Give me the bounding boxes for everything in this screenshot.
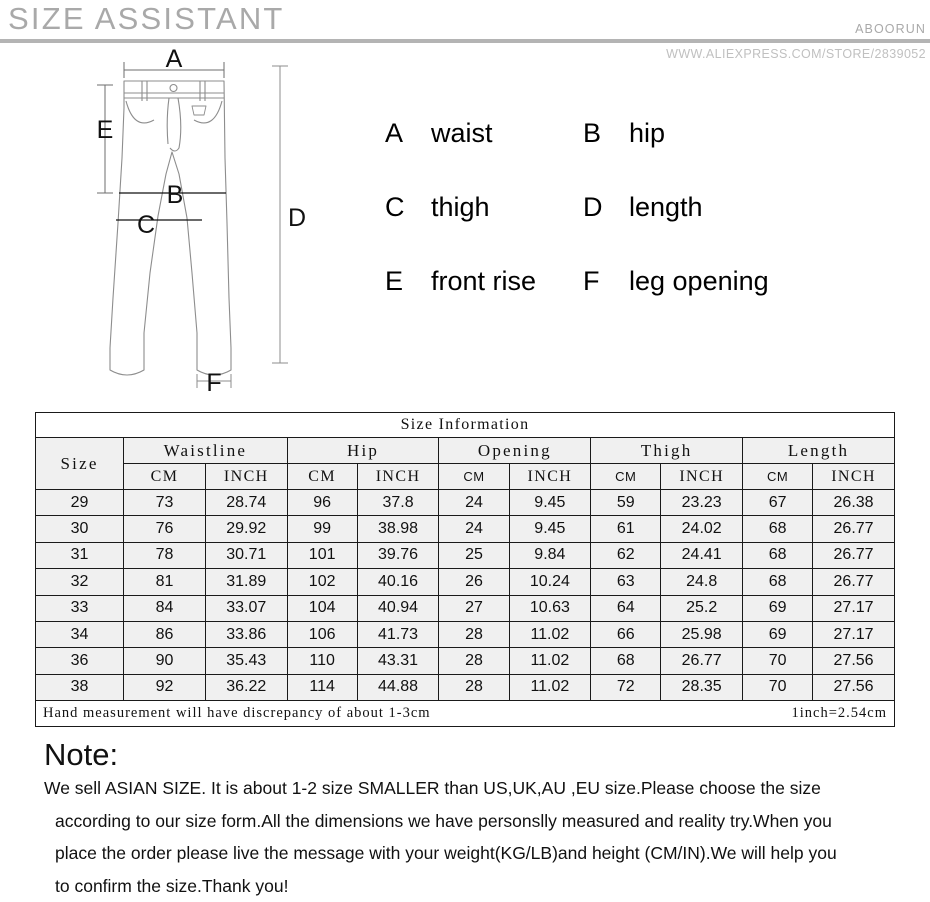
note-heading: Note: [44,738,904,772]
cell-length-inch: 27.17 [813,621,895,647]
legend-key: F [583,266,629,297]
svg-text:E: E [97,116,114,144]
legend-row [385,266,845,340]
cell-thigh-cm: 72 [591,674,661,700]
unit-header-length-cm: CM [743,464,813,490]
column-header-length: Length [743,438,895,464]
cell-waistline-inch: 30.71 [205,542,287,568]
cell-length-cm: 68 [743,542,813,568]
cell-hip-inch: 38.98 [357,516,439,542]
cell-hip-cm: 110 [287,648,357,674]
cell-waistline-cm: 76 [124,516,206,542]
table-footer [36,701,895,727]
cell-length-cm: 69 [743,595,813,621]
cell-waistline-inch: 33.86 [205,621,287,647]
table-row [36,648,895,674]
legend-row [385,118,845,192]
cell-waistline-inch: 35.43 [205,648,287,674]
cell-waistline-cm: 84 [124,595,206,621]
cell-hip-inch: 40.94 [357,595,439,621]
cell-waistline-cm: 78 [124,542,206,568]
column-header-size: Size [36,438,124,490]
cell-thigh-inch: 26.77 [661,648,743,674]
cell-opening-inch: 9.45 [509,490,591,516]
page-title: SIZE ASSISTANT [8,1,285,37]
header-divider [0,39,930,43]
cell-hip-cm: 106 [287,621,357,647]
cell-thigh-inch: 24.41 [661,542,743,568]
legend-item-leg-opening [583,266,769,297]
legend-key: B [583,118,629,149]
cell-opening-inch: 10.24 [509,569,591,595]
cell-waistline-cm: 90 [124,648,206,674]
legend-item-length [583,192,703,223]
cell-size: 33 [36,595,124,621]
table-footer-row [36,701,895,727]
svg-text:D: D [288,204,306,232]
cell-length-inch: 27.56 [813,674,895,700]
store-url: WWW.ALIEXPRESS.COM/STORE/2839052 [666,47,926,61]
legend-key: C [385,192,431,223]
svg-text:B: B [167,181,184,209]
cell-length-inch: 27.17 [813,595,895,621]
legend-label: front rise [431,266,536,297]
cell-length-cm: 68 [743,516,813,542]
svg-text:F: F [206,369,221,397]
table-body [36,490,895,701]
table-group-row [36,438,895,464]
table-row [36,595,895,621]
legend-item-front-rise [385,266,536,297]
unit-header-opening-cm: CM [439,464,509,490]
cell-length-inch: 26.77 [813,516,895,542]
cell-hip-cm: 101 [287,542,357,568]
cell-waistline-cm: 92 [124,674,206,700]
cell-thigh-inch: 28.35 [661,674,743,700]
svg-text:C: C [137,211,155,239]
unit-header-waistline-inch: INCH [205,464,287,490]
cell-opening-cm: 24 [439,516,509,542]
cell-size: 31 [36,542,124,568]
cell-opening-inch: 9.84 [509,542,591,568]
legend-item-waist [385,118,493,149]
cell-thigh-inch: 24.8 [661,569,743,595]
cell-opening-inch: 9.45 [509,516,591,542]
legend-item-hip [583,118,665,149]
cell-length-cm: 70 [743,648,813,674]
unit-header-opening-inch: INCH [509,464,591,490]
cell-length-inch: 26.77 [813,542,895,568]
legend-label: waist [431,118,493,149]
cell-hip-cm: 104 [287,595,357,621]
legend-label: thigh [431,192,490,223]
unit-header-thigh-cm: CM [591,464,661,490]
table-row [36,542,895,568]
cell-hip-inch: 43.31 [357,648,439,674]
cell-hip-inch: 37.8 [357,490,439,516]
cell-opening-inch: 11.02 [509,648,591,674]
table-unit-row [36,464,895,490]
cell-waistline-inch: 33.07 [205,595,287,621]
note-line: We sell ASIAN SIZE. It is about 1-2 size SMALLER than US,UK,AU ,EU size.Please choose the size [44,772,904,805]
table-row [36,490,895,516]
brand-name: ABOORUN [855,22,926,36]
legend-key: A [385,118,431,149]
table-title-row [36,413,895,438]
cell-waistline-inch: 31.89 [205,569,287,595]
pants-technical-drawing [80,48,330,403]
cell-length-cm: 70 [743,674,813,700]
cell-waistline-cm: 81 [124,569,206,595]
cell-opening-cm: 26 [439,569,509,595]
cell-hip-cm: 99 [287,516,357,542]
cell-thigh-cm: 68 [591,648,661,674]
column-header-opening: Opening [439,438,591,464]
unit-header-hip-cm: CM [287,464,357,490]
cell-thigh-inch: 24.02 [661,516,743,542]
size-table-container [35,412,895,727]
column-header-thigh: Thigh [591,438,743,464]
cell-length-cm: 69 [743,621,813,647]
cell-thigh-cm: 62 [591,542,661,568]
measurement-legend [385,118,845,328]
legend-key: E [385,266,431,297]
cell-hip-cm: 102 [287,569,357,595]
cell-hip-inch: 39.76 [357,542,439,568]
cell-size: 30 [36,516,124,542]
cell-hip-inch: 40.16 [357,569,439,595]
legend-label: hip [629,118,665,149]
note-line: according to our size form.All the dimensions we have personslly measured and reality try.When you [44,805,904,838]
cell-size: 29 [36,490,124,516]
cell-hip-inch: 44.88 [357,674,439,700]
cell-length-inch: 26.77 [813,569,895,595]
cell-opening-inch: 10.63 [509,595,591,621]
cell-length-cm: 67 [743,490,813,516]
legend-row [385,192,845,266]
unit-header-waistline-cm: CM [124,464,206,490]
cell-hip-inch: 41.73 [357,621,439,647]
column-header-hip: Hip [287,438,439,464]
legend-label: length [629,192,703,223]
cell-hip-cm: 114 [287,674,357,700]
cell-opening-cm: 25 [439,542,509,568]
cell-size: 38 [36,674,124,700]
unit-header-hip-inch: INCH [357,464,439,490]
cell-thigh-inch: 25.98 [661,621,743,647]
cell-waistline-inch: 29.92 [205,516,287,542]
table-row [36,569,895,595]
cell-opening-cm: 28 [439,674,509,700]
cell-thigh-cm: 66 [591,621,661,647]
size-information-table [35,412,895,727]
cell-size: 32 [36,569,124,595]
note-line: to confirm the size.Thank you! [44,870,904,902]
footer-conversion: 1inch=2.54cm [792,705,887,722]
note-section [44,738,904,902]
cell-thigh-cm: 59 [591,490,661,516]
cell-thigh-inch: 23.23 [661,490,743,516]
cell-thigh-cm: 64 [591,595,661,621]
cell-length-cm: 68 [743,569,813,595]
footer-disclaimer: Hand measurement will have discrepancy of about 1-3cm [43,705,431,722]
cell-thigh-inch: 25.2 [661,595,743,621]
cell-length-inch: 26.38 [813,490,895,516]
cell-thigh-cm: 63 [591,569,661,595]
cell-opening-cm: 28 [439,621,509,647]
cell-opening-inch: 11.02 [509,621,591,647]
table-row [36,621,895,647]
cell-length-inch: 27.56 [813,648,895,674]
cell-opening-cm: 28 [439,648,509,674]
svg-text:A: A [166,48,183,73]
column-header-waistline: Waistline [124,438,288,464]
table-row [36,674,895,700]
cell-size: 34 [36,621,124,647]
table-title: Size Information [36,413,895,438]
cell-waistline-cm: 86 [124,621,206,647]
cell-opening-cm: 27 [439,595,509,621]
cell-waistline-inch: 28.74 [205,490,287,516]
cell-size: 36 [36,648,124,674]
note-line: place the order please live the message with your weight(KG/LB)and height (CM/IN).We will help you [44,837,904,870]
cell-waistline-cm: 73 [124,490,206,516]
legend-item-thigh [385,192,490,223]
cell-opening-inch: 11.02 [509,674,591,700]
cell-thigh-cm: 61 [591,516,661,542]
unit-header-thigh-inch: INCH [661,464,743,490]
cell-waistline-inch: 36.22 [205,674,287,700]
unit-header-length-inch: INCH [813,464,895,490]
legend-label: leg opening [629,266,769,297]
legend-key: D [583,192,629,223]
cell-hip-cm: 96 [287,490,357,516]
cell-opening-cm: 24 [439,490,509,516]
table-row [36,516,895,542]
